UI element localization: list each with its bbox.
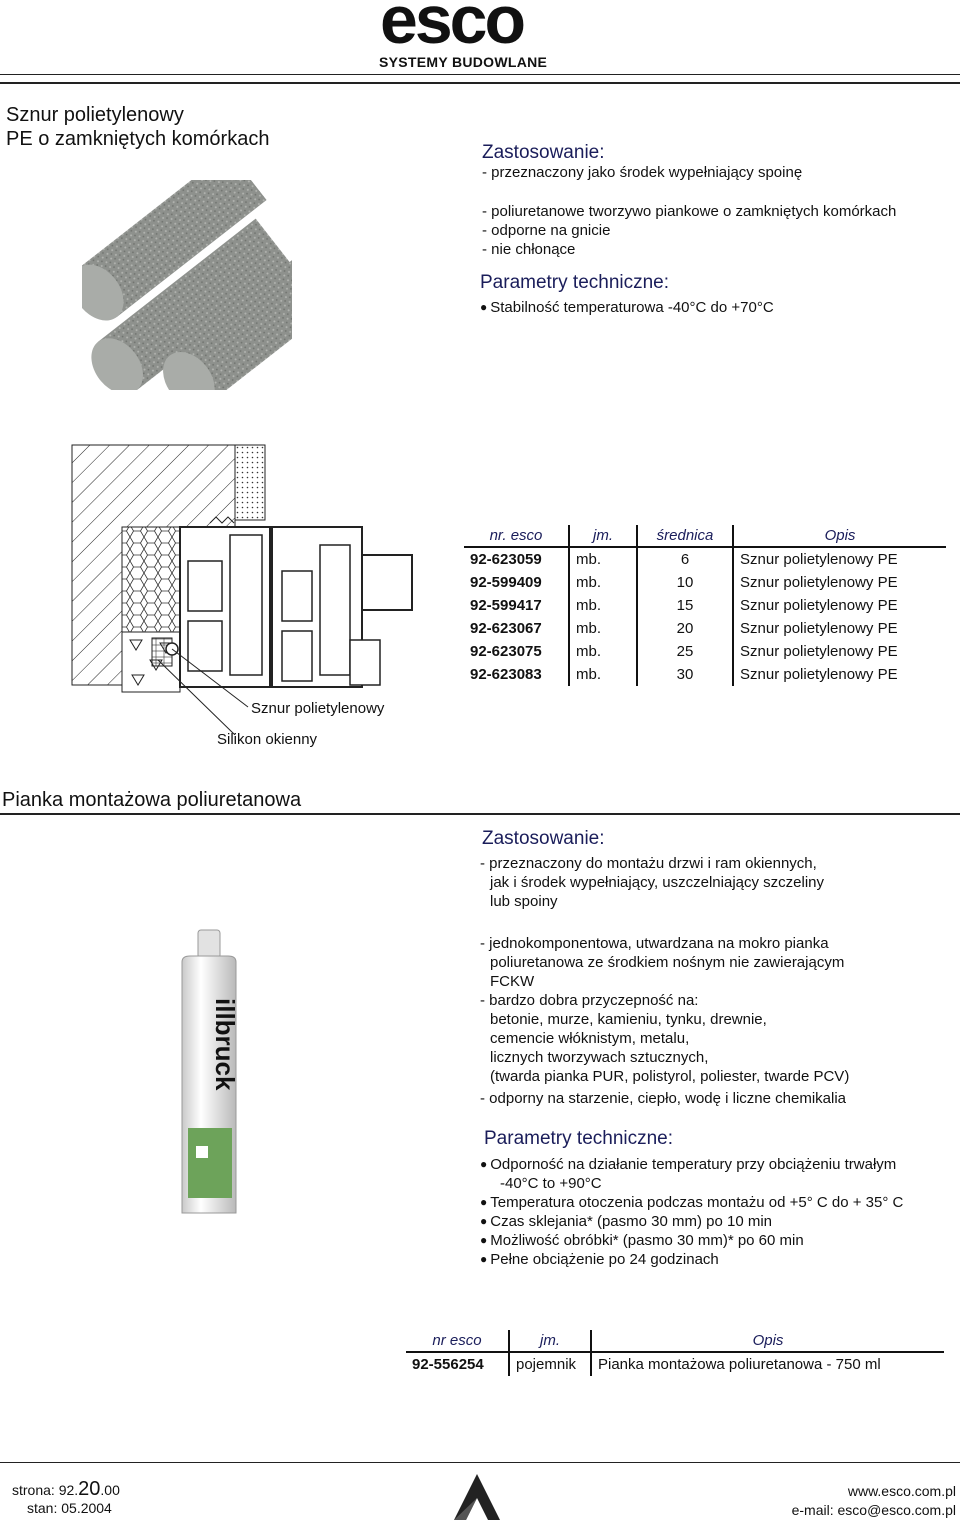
table-row bbox=[464, 594, 946, 617]
param-item: ● Stabilność temperaturowa -40°C do +70°C bbox=[480, 298, 774, 317]
usage-line: - przeznaczony jako środek wypełniający spoinę bbox=[482, 164, 803, 181]
usage-line: - przeznaczony do montażu drzwi i ram okiennych, bbox=[480, 855, 817, 872]
cell-diameter: 25 bbox=[637, 640, 733, 663]
cell-diameter: 30 bbox=[637, 663, 733, 686]
property-line: - jednokomponentowa, utwardzana na mokro pianka bbox=[480, 935, 829, 952]
cell-code: 92-556254 bbox=[412, 1356, 484, 1373]
stan-date: stan: 05.2004 bbox=[27, 1500, 112, 1516]
col-header: nr esco bbox=[406, 1330, 509, 1352]
header-divider-2 bbox=[0, 82, 960, 84]
footer-divider bbox=[0, 1462, 960, 1463]
table-row bbox=[464, 663, 946, 686]
window-section-diagram bbox=[60, 435, 450, 735]
cell-unit: pojemnik bbox=[509, 1352, 591, 1376]
param-item: ● Czas sklejania* (pasmo 30 mm) po 10 min bbox=[480, 1212, 772, 1231]
property-line: FCKW bbox=[490, 973, 535, 990]
label-cord: Sznur polietylenowy bbox=[251, 700, 385, 717]
email: e-mail: esco@esco.com.pl bbox=[791, 1502, 956, 1518]
usage-heading: Zastosowanie: bbox=[482, 142, 605, 163]
params-heading: Parametry techniczne: bbox=[484, 1128, 674, 1149]
cell-code: 92-623059 bbox=[470, 551, 542, 568]
usage-heading: Zastosowanie: bbox=[482, 828, 605, 849]
section2-divider bbox=[0, 813, 960, 815]
col-header: średnica bbox=[637, 525, 733, 547]
cell-diameter: 20 bbox=[637, 617, 733, 640]
usage-line: - odporne na gnicie bbox=[482, 222, 611, 239]
table-row bbox=[406, 1352, 944, 1376]
col-header: Opis bbox=[733, 525, 946, 547]
cell-unit: mb. bbox=[569, 640, 637, 663]
cell-unit: mb. bbox=[569, 571, 637, 594]
property-line: (twarda pianka PUR, polistyrol, poliester, twarde PCV) bbox=[490, 1068, 850, 1085]
cell-desc: Sznur polietylenowy PE bbox=[733, 640, 946, 663]
cell-code: 92-599409 bbox=[470, 574, 542, 591]
cell-unit: mb. bbox=[569, 547, 637, 571]
page-suffix: .00 bbox=[100, 1482, 120, 1498]
cell-desc: Sznur polietylenowy PE bbox=[733, 571, 946, 594]
table-row bbox=[464, 547, 946, 571]
param-item: ● Odporność na działanie temperatury przy obciążeniu trwałym bbox=[480, 1155, 896, 1174]
cell-code: 92-623067 bbox=[470, 620, 542, 637]
usage-line: lub spoiny bbox=[490, 893, 558, 910]
params-heading: Parametry techniczne: bbox=[480, 272, 670, 293]
col-header: jm. bbox=[509, 1330, 591, 1352]
cord-product-table bbox=[464, 525, 946, 686]
esco-logo: esco bbox=[380, 0, 523, 58]
param-item: ● Możliwość obróbki* (pasmo 30 mm)* po 60 min bbox=[480, 1231, 804, 1250]
cell-desc: Pianka montażowa poliuretanowa - 750 ml bbox=[591, 1352, 944, 1376]
property-line: cemencie włóknistym, metalu, bbox=[490, 1030, 690, 1047]
cell-unit: mb. bbox=[569, 617, 637, 640]
cell-code: 92-623075 bbox=[470, 643, 542, 660]
foam-product-table bbox=[406, 1330, 944, 1376]
website: www.esco.com.pl bbox=[847, 1483, 956, 1499]
cell-unit: mb. bbox=[569, 594, 637, 617]
param-item: ● Pełne obciążenie po 24 godzinach bbox=[480, 1250, 719, 1269]
page-prefix: strona: 92. bbox=[12, 1482, 79, 1498]
section2-title: Pianka montażowa poliuretanowa bbox=[2, 789, 302, 811]
cell-unit: mb. bbox=[569, 663, 637, 686]
cell-code: 92-623083 bbox=[470, 666, 542, 683]
col-header: nr. esco bbox=[464, 525, 569, 547]
cell-code: 92-599417 bbox=[470, 597, 542, 614]
usage-line: jak i środek wypełniający, uszczelniający szczeliny bbox=[490, 874, 825, 891]
cell-desc: Sznur polietylenowy PE bbox=[733, 547, 946, 571]
usage-line: - nie chłonące bbox=[482, 241, 576, 258]
page-number bbox=[12, 1478, 120, 1501]
property-line: - bardzo dobra przyczepność na: bbox=[480, 992, 699, 1009]
section1-title-line1: Sznur polietylenowy bbox=[6, 104, 184, 126]
property-line: poliuretanowa ze środkiem nośnym nie zawierającym bbox=[490, 954, 845, 971]
table-row bbox=[464, 571, 946, 594]
table-row bbox=[464, 640, 946, 663]
cell-diameter: 15 bbox=[637, 594, 733, 617]
cell-diameter: 10 bbox=[637, 571, 733, 594]
cell-desc: Sznur polietylenowy PE bbox=[733, 594, 946, 617]
col-header: Opis bbox=[591, 1330, 944, 1352]
section1-title-line2: PE o zamkniętych komórkach bbox=[6, 128, 270, 150]
property-line: betonie, murze, kamieniu, tynku, drewnie, bbox=[490, 1011, 767, 1028]
header-divider bbox=[0, 74, 960, 75]
cell-diameter: 6 bbox=[637, 547, 733, 571]
col-header: jm. bbox=[569, 525, 637, 547]
param-item-cont: -40°C to +90°C bbox=[500, 1175, 602, 1192]
param-item: ● Temperatura otoczenia podczas montażu od +5° C do + 35° C bbox=[480, 1193, 903, 1212]
property-line: - odporny na starzenie, ciepło, wodę i liczne chemikalia bbox=[480, 1090, 847, 1107]
logo-subtitle: SYSTEMY BUDOWLANE bbox=[379, 54, 548, 70]
cell-desc: Sznur polietylenowy PE bbox=[733, 617, 946, 640]
page-big: 20 bbox=[78, 1478, 101, 1500]
usage-line: - poliuretanowe tworzywo piankowe o zamkniętych komórkach bbox=[482, 203, 897, 220]
can-brand: illbruck bbox=[210, 998, 240, 1091]
esco-triangle-logo bbox=[452, 1472, 502, 1522]
cell-desc: Sznur polietylenowy PE bbox=[733, 663, 946, 686]
label-silicone: Silikon okienny bbox=[217, 731, 318, 748]
foam-can-image bbox=[170, 928, 250, 1218]
table-row bbox=[464, 617, 946, 640]
foam-cord-image bbox=[82, 180, 292, 390]
property-line: licznych tworzywach sztucznych, bbox=[490, 1049, 709, 1066]
